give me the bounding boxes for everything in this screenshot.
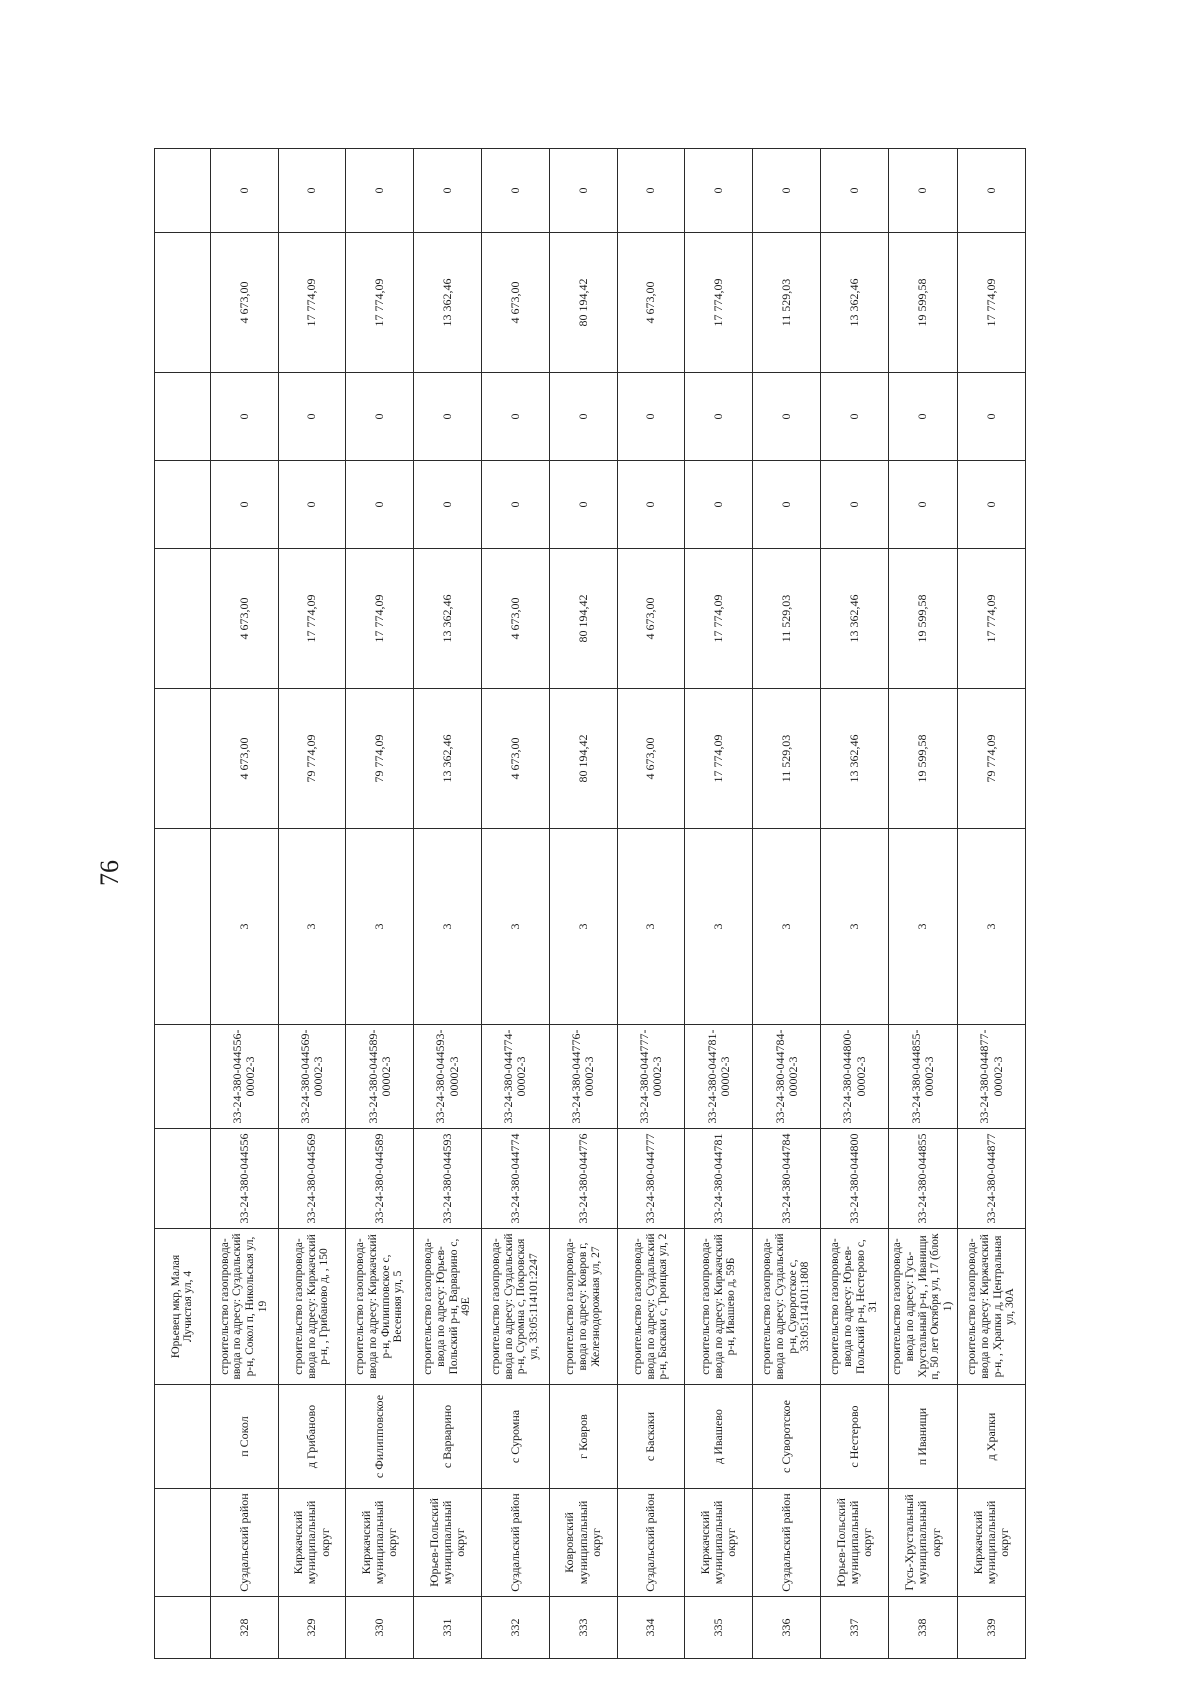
table-row-continuation (155, 149, 211, 1659)
application-id-cell: 33-24-380-044593-00002-3 (414, 1025, 482, 1129)
amount-cell: 19 599,58 (888, 549, 957, 689)
description-cell: строительство газопровода-ввода по адресу: Киржачский р-н, Ивашево д, 59Б (685, 1229, 753, 1385)
zero-cell: 0 (210, 149, 278, 233)
category-cell: 3 (821, 829, 889, 1025)
amount-cell: 80 194,42 (549, 233, 617, 373)
application-id-cell: 33-24-380-044589-00002-3 (346, 1025, 414, 1129)
table-row (414, 149, 482, 1659)
object-code-cell: 33-24-380-044877 (958, 1129, 1026, 1229)
header-fragment: Юрьевец мкр, Малая Лучистая ул, 4 (155, 1229, 211, 1385)
amount-cell: 80 194,42 (549, 689, 617, 829)
amount-cell: 4 673,00 (482, 549, 550, 689)
category-cell: 3 (210, 829, 278, 1025)
table-row (821, 149, 889, 1659)
zero-cell: 0 (617, 149, 685, 233)
amount-cell: 17 774,09 (958, 549, 1026, 689)
zero-cell: 0 (549, 461, 617, 549)
row-number: 333 (549, 1597, 617, 1659)
object-code-cell: 33-24-380-044776 (549, 1129, 617, 1229)
application-id-cell: 33-24-380-044776-00002-3 (549, 1025, 617, 1129)
description-cell: строительство газопровода-ввода по адресу: Суздальский р-н, Суворотское с, 33:05:114101:1808 (753, 1229, 821, 1385)
place-cell: с Нестерово (821, 1385, 889, 1489)
amount-cell: 17 774,09 (278, 549, 346, 689)
district-cell: Суздальский район (482, 1489, 550, 1597)
amount-cell: 4 673,00 (617, 689, 685, 829)
amount-cell: 17 774,09 (685, 233, 753, 373)
category-cell: 3 (685, 829, 753, 1025)
application-id-cell: 33-24-380-044569-00002-3 (278, 1025, 346, 1129)
district-cell: Киржачский муниципальный округ (685, 1489, 753, 1597)
category-cell: 3 (617, 829, 685, 1025)
description-cell: строительство газопровода-ввода по адресу: Суздальский р-н, Суромна с, Покровская ул, 33:05:114101:2247 (482, 1229, 550, 1385)
amount-cell: 4 673,00 (210, 689, 278, 829)
row-number: 332 (482, 1597, 550, 1659)
table-row (617, 149, 685, 1659)
row-number: 339 (958, 1597, 1026, 1659)
table-row (278, 149, 346, 1659)
zero-cell: 0 (346, 373, 414, 461)
place-cell: с Суромна (482, 1385, 550, 1489)
application-id-cell: 33-24-380-044800-00002-3 (821, 1025, 889, 1129)
zero-cell: 0 (685, 149, 753, 233)
amount-cell: 79 774,09 (958, 689, 1026, 829)
object-code-cell: 33-24-380-044556 (210, 1129, 278, 1229)
zero-cell: 0 (278, 373, 346, 461)
zero-cell: 0 (414, 461, 482, 549)
table-row (549, 149, 617, 1659)
application-id-cell: 33-24-380-044556-00002-3 (210, 1025, 278, 1129)
object-code-cell: 33-24-380-044589 (346, 1129, 414, 1229)
zero-cell: 0 (958, 461, 1026, 549)
category-cell: 3 (888, 829, 957, 1025)
amount-cell: 79 774,09 (346, 689, 414, 829)
zero-cell: 0 (958, 373, 1026, 461)
category-cell: 3 (278, 829, 346, 1025)
object-code-cell: 33-24-380-044784 (753, 1129, 821, 1229)
application-id-cell: 33-24-380-044777-00002-3 (617, 1025, 685, 1129)
amount-cell: 13 362,46 (414, 549, 482, 689)
zero-cell: 0 (958, 149, 1026, 233)
object-code-cell: 33-24-380-044855 (888, 1129, 957, 1229)
description-cell: строительство газопровода-ввода по адресу: Юрьев-Польский р-н, Варварино с, 49Е (414, 1229, 482, 1385)
place-cell: д Ивашево (685, 1385, 753, 1489)
place-cell: с Варварино (414, 1385, 482, 1489)
row-number: 330 (346, 1597, 414, 1659)
object-code-cell: 33-24-380-044777 (617, 1129, 685, 1229)
place-cell: п Иванищи (888, 1385, 957, 1489)
zero-cell: 0 (414, 149, 482, 233)
amount-cell: 79 774,09 (278, 689, 346, 829)
zero-cell: 0 (414, 373, 482, 461)
object-code-cell: 33-24-380-044800 (821, 1129, 889, 1229)
place-cell: с Филипповское (346, 1385, 414, 1489)
amount-cell: 11 529,03 (753, 233, 821, 373)
amount-cell: 4 673,00 (482, 233, 550, 373)
zero-cell: 0 (482, 373, 550, 461)
amount-cell: 11 529,03 (753, 689, 821, 829)
description-cell: строительство газопровода-ввода по адресу: Киржачский р-н, Филипповское с, Весенняя ул, 5 (346, 1229, 414, 1385)
district-cell: Суздальский район (753, 1489, 821, 1597)
amount-cell: 17 774,09 (278, 233, 346, 373)
object-code-cell: 33-24-380-044593 (414, 1129, 482, 1229)
table-row (888, 149, 957, 1659)
application-id-cell: 33-24-380-044877-00002-3 (958, 1025, 1026, 1129)
row-number: 329 (278, 1597, 346, 1659)
zero-cell: 0 (210, 461, 278, 549)
amount-cell: 17 774,09 (346, 549, 414, 689)
place-cell: с Баскаки (617, 1385, 685, 1489)
records-table (154, 148, 1026, 1659)
district-cell: Гусь-Хрустальный муниципальный округ (888, 1489, 957, 1597)
zero-cell: 0 (685, 373, 753, 461)
document-table (154, 189, 1026, 1659)
district-cell: Юрьев-Польский муниципальный округ (821, 1489, 889, 1597)
place-cell: г Ковров (549, 1385, 617, 1489)
category-cell: 3 (753, 829, 821, 1025)
description-cell: строительство газопровода-ввода по адресу: Киржачский р-н, , Грибаново д, , 150 (278, 1229, 346, 1385)
amount-cell: 19 599,58 (888, 689, 957, 829)
zero-cell: 0 (617, 461, 685, 549)
page-number: 76 (95, 860, 124, 886)
zero-cell: 0 (549, 373, 617, 461)
table-row (753, 149, 821, 1659)
row-number: 331 (414, 1597, 482, 1659)
row-number: 337 (821, 1597, 889, 1659)
description-cell: строительство газопровода-ввода по адресу: Ковров г, Железнодорожная ул, 27 (549, 1229, 617, 1385)
description-cell: строительство газопровода-ввода по адресу: Суздальский р-н, Сокол п, Никольская ул, 19 (210, 1229, 278, 1385)
district-cell: Суздальский район (617, 1489, 685, 1597)
zero-cell: 0 (888, 149, 957, 233)
zero-cell: 0 (210, 373, 278, 461)
row-number: 338 (888, 1597, 957, 1659)
zero-cell: 0 (888, 373, 957, 461)
table-row (685, 149, 753, 1659)
table-row (482, 149, 550, 1659)
zero-cell: 0 (821, 461, 889, 549)
row-number: 335 (685, 1597, 753, 1659)
amount-cell: 4 673,00 (210, 233, 278, 373)
zero-cell: 0 (753, 149, 821, 233)
amount-cell: 4 673,00 (482, 689, 550, 829)
zero-cell: 0 (278, 461, 346, 549)
object-code-cell: 33-24-380-044781 (685, 1129, 753, 1229)
amount-cell: 80 194,42 (549, 549, 617, 689)
amount-cell: 17 774,09 (685, 689, 753, 829)
application-id-cell: 33-24-380-044774-00002-3 (482, 1025, 550, 1129)
district-cell: Киржачский муниципальный округ (958, 1489, 1026, 1597)
district-cell: Ковровский муниципальный округ (549, 1489, 617, 1597)
category-cell: 3 (482, 829, 550, 1025)
zero-cell: 0 (753, 461, 821, 549)
amount-cell: 4 673,00 (210, 549, 278, 689)
place-cell: д Храпки (958, 1385, 1026, 1489)
zero-cell: 0 (888, 461, 957, 549)
amount-cell: 17 774,09 (346, 233, 414, 373)
table-row (346, 149, 414, 1659)
zero-cell: 0 (278, 149, 346, 233)
row-number: 328 (210, 1597, 278, 1659)
zero-cell: 0 (346, 461, 414, 549)
zero-cell: 0 (821, 149, 889, 233)
place-cell: с Суворотское (753, 1385, 821, 1489)
category-cell: 3 (549, 829, 617, 1025)
zero-cell: 0 (482, 149, 550, 233)
amount-cell: 17 774,09 (685, 549, 753, 689)
amount-cell: 17 774,09 (958, 233, 1026, 373)
category-cell: 3 (346, 829, 414, 1025)
place-cell: п Сокол (210, 1385, 278, 1489)
district-cell: Юрьев-Польский муниципальный округ (414, 1489, 482, 1597)
table-row (958, 149, 1026, 1659)
amount-cell: 11 529,03 (753, 549, 821, 689)
object-code-cell: 33-24-380-044569 (278, 1129, 346, 1229)
zero-cell: 0 (482, 461, 550, 549)
zero-cell: 0 (821, 373, 889, 461)
description-cell: строительство газопровода-ввода по адресу: Киржачский р-н, , Храпки д, Центральная ул, 30А (958, 1229, 1026, 1385)
amount-cell: 13 362,46 (414, 233, 482, 373)
object-code-cell: 33-24-380-044774 (482, 1129, 550, 1229)
district-cell: Киржачский муниципальный округ (346, 1489, 414, 1597)
application-id-cell: 33-24-380-044781-00002-3 (685, 1025, 753, 1129)
amount-cell: 19 599,58 (888, 233, 957, 373)
category-cell: 3 (958, 829, 1026, 1025)
zero-cell: 0 (549, 149, 617, 233)
application-id-cell: 33-24-380-044855-00002-3 (888, 1025, 957, 1129)
zero-cell: 0 (753, 373, 821, 461)
zero-cell: 0 (346, 149, 414, 233)
table-row (210, 149, 278, 1659)
row-number: 334 (617, 1597, 685, 1659)
district-cell: Суздальский район (210, 1489, 278, 1597)
district-cell: Киржачский муниципальный округ (278, 1489, 346, 1597)
zero-cell: 0 (617, 373, 685, 461)
amount-cell: 13 362,46 (821, 689, 889, 829)
amount-cell: 13 362,46 (821, 233, 889, 373)
description-cell: строительство газопровода-ввода по адресу: Юрьев-Польский р-н, Нестерово с, 31 (821, 1229, 889, 1385)
description-cell: строительство газопровода-ввода по адресу: Суздальский р-н, Баскаки с, Троицкая ул, 2 (617, 1229, 685, 1385)
amount-cell: 13 362,46 (821, 549, 889, 689)
amount-cell: 13 362,46 (414, 689, 482, 829)
row-number: 336 (753, 1597, 821, 1659)
category-cell: 3 (414, 829, 482, 1025)
application-id-cell: 33-24-380-044784-00002-3 (753, 1025, 821, 1129)
place-cell: д Грибаново (278, 1385, 346, 1489)
amount-cell: 4 673,00 (617, 233, 685, 373)
description-cell: строительство газопровода-ввода по адресу: Гусь-Хрустальный р-н, , Иванищи п, 50 лет Октября ул, 17 (блок 1) (888, 1229, 957, 1385)
amount-cell: 4 673,00 (617, 549, 685, 689)
zero-cell: 0 (685, 461, 753, 549)
